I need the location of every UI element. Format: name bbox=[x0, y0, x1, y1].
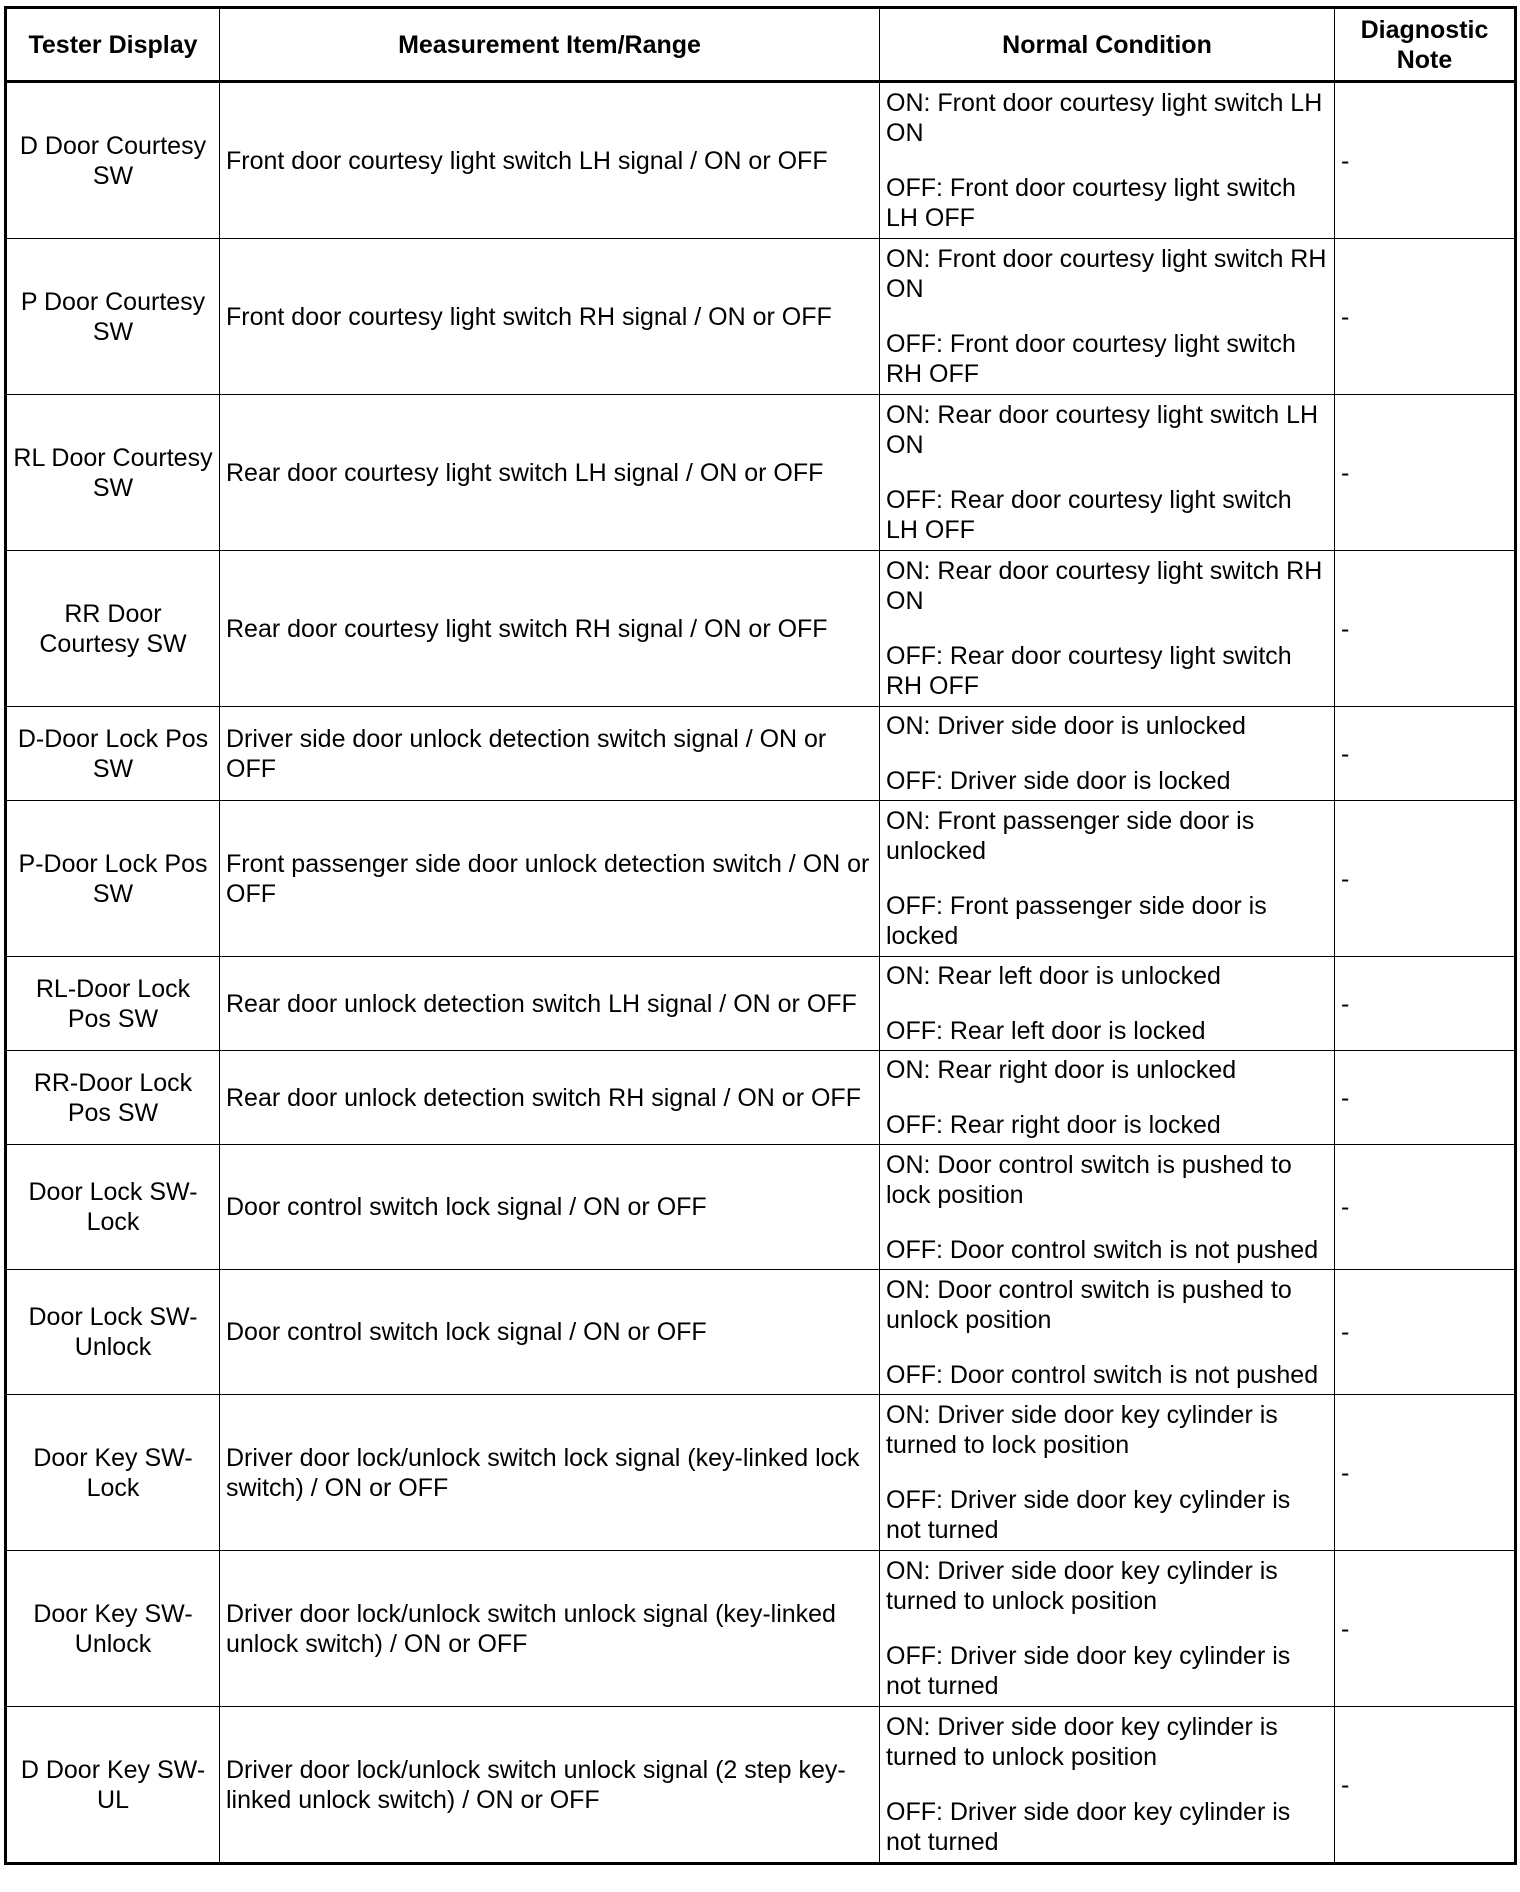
measurement-cell: Rear door courtesy light switch RH signal / ON or OFF bbox=[220, 551, 880, 707]
tester-display-cell: RR Door Courtesy SW bbox=[6, 551, 220, 707]
measurement-cell: Driver side door unlock detection switch signal / ON or OFF bbox=[220, 707, 880, 801]
condition-on: ON: Driver side door is unlocked bbox=[886, 712, 1246, 740]
tester-display-cell: D Door Courtesy SW bbox=[6, 82, 220, 239]
table-row bbox=[6, 1145, 1516, 1270]
measurement-cell: Front passenger side door unlock detection switch / ON or OFF bbox=[220, 801, 880, 957]
normal-condition-cell bbox=[880, 1145, 1335, 1270]
table-row bbox=[6, 801, 1516, 957]
table-row bbox=[6, 707, 1516, 801]
condition-on: ON: Front door courtesy light switch RH ON bbox=[886, 245, 1327, 303]
table-row bbox=[6, 551, 1516, 707]
measurement-cell: Front door courtesy light switch RH signal / ON or OFF bbox=[220, 239, 880, 395]
condition-off: OFF: Rear door courtesy light switch LH OFF bbox=[886, 486, 1292, 544]
condition-on: ON: Rear left door is unlocked bbox=[886, 962, 1221, 990]
header-measurement-item: Measurement Item/Range bbox=[220, 8, 880, 82]
measurement-cell: Door control switch lock signal / ON or OFF bbox=[220, 1270, 880, 1395]
measurement-cell: Front door courtesy light switch LH signal / ON or OFF bbox=[220, 82, 880, 239]
table-body bbox=[6, 82, 1516, 1864]
condition-on: ON: Door control switch is pushed to unlock position bbox=[886, 1275, 1292, 1334]
tester-display-cell: D Door Key SW-UL bbox=[6, 1707, 220, 1864]
measurement-cell: Rear door unlock detection switch RH signal / ON or OFF bbox=[220, 1051, 880, 1145]
condition-off: OFF: Driver side door key cylinder is not turned bbox=[886, 1486, 1291, 1544]
diagnostic-note-cell: - bbox=[1335, 1551, 1516, 1707]
normal-condition-cell bbox=[880, 1551, 1335, 1707]
normal-condition-cell bbox=[880, 395, 1335, 551]
normal-condition-cell bbox=[880, 82, 1335, 239]
diagnostic-note-cell: - bbox=[1335, 1145, 1516, 1270]
diagnostic-note-cell: - bbox=[1335, 551, 1516, 707]
table-row bbox=[6, 1707, 1516, 1864]
tester-display-cell: RL Door Courtesy SW bbox=[6, 395, 220, 551]
diagnostic-note-cell: - bbox=[1335, 1270, 1516, 1395]
condition-on: ON: Rear door courtesy light switch LH ON bbox=[886, 401, 1319, 459]
normal-condition-cell bbox=[880, 551, 1335, 707]
diagnostic-note-cell: - bbox=[1335, 82, 1516, 239]
normal-condition-cell bbox=[880, 1395, 1335, 1551]
condition-off: OFF: Driver side door key cylinder is not turned bbox=[886, 1642, 1291, 1700]
normal-condition-cell bbox=[880, 707, 1335, 801]
tester-display-cell: D-Door Lock Pos SW bbox=[6, 707, 220, 801]
condition-off: OFF: Rear right door is locked bbox=[886, 1111, 1221, 1139]
condition-off: OFF: Front passenger side door is locked bbox=[886, 892, 1267, 950]
condition-on: ON: Front door courtesy light switch LH ON bbox=[886, 89, 1323, 147]
condition-off: OFF: Driver side door key cylinder is not turned bbox=[886, 1798, 1291, 1856]
table-header bbox=[6, 8, 1516, 82]
diagnostic-note-cell: - bbox=[1335, 801, 1516, 957]
header-tester-display: Tester Display bbox=[6, 8, 220, 82]
tester-display-cell: P-Door Lock Pos SW bbox=[6, 801, 220, 957]
condition-on: ON: Rear right door is unlocked bbox=[886, 1056, 1237, 1084]
header-row bbox=[6, 8, 1516, 82]
tester-display-cell: Door Lock SW-Lock bbox=[6, 1145, 220, 1270]
header-diagnostic-note: Diagnostic Note bbox=[1335, 8, 1516, 82]
measurement-cell: Door control switch lock signal / ON or OFF bbox=[220, 1145, 880, 1270]
table-row bbox=[6, 1551, 1516, 1707]
measurement-cell: Driver door lock/unlock switch unlock signal (key-linked unlock switch) / ON or OFF bbox=[220, 1551, 880, 1707]
condition-off: OFF: Door control switch is not pushed bbox=[886, 1235, 1319, 1264]
condition-on: ON: Driver side door key cylinder is turned to lock position bbox=[886, 1401, 1278, 1459]
measurement-cell: Driver door lock/unlock switch lock signal (key-linked lock switch) / ON or OFF bbox=[220, 1395, 880, 1551]
normal-condition-cell bbox=[880, 1270, 1335, 1395]
table-row bbox=[6, 1395, 1516, 1551]
condition-off: OFF: Front door courtesy light switch LH OFF bbox=[886, 174, 1296, 232]
condition-off: OFF: Rear door courtesy light switch RH OFF bbox=[886, 642, 1292, 700]
diagnostic-note-cell: - bbox=[1335, 957, 1516, 1051]
condition-off: OFF: Rear left door is locked bbox=[886, 1017, 1206, 1045]
diagnostic-note-cell: - bbox=[1335, 707, 1516, 801]
condition-on: ON: Front passenger side door is unlocked bbox=[886, 807, 1255, 865]
table-row bbox=[6, 1051, 1516, 1145]
normal-condition-cell bbox=[880, 239, 1335, 395]
measurement-cell: Driver door lock/unlock switch unlock signal (2 step key-linked unlock switch) / ON or OFF bbox=[220, 1707, 880, 1864]
normal-condition-cell bbox=[880, 801, 1335, 957]
table-row bbox=[6, 1270, 1516, 1395]
tester-display-cell: Door Lock SW-Unlock bbox=[6, 1270, 220, 1395]
table-row bbox=[6, 239, 1516, 395]
measurement-cell: Rear door unlock detection switch LH signal / ON or OFF bbox=[220, 957, 880, 1051]
tester-display-cell: Door Key SW-Unlock bbox=[6, 1551, 220, 1707]
condition-on: ON: Rear door courtesy light switch RH ON bbox=[886, 557, 1323, 615]
data-list-table bbox=[4, 6, 1517, 1865]
table-row bbox=[6, 957, 1516, 1051]
normal-condition-cell bbox=[880, 1051, 1335, 1145]
normal-condition-cell bbox=[880, 957, 1335, 1051]
normal-condition-cell bbox=[880, 1707, 1335, 1864]
condition-on: ON: Door control switch is pushed to lock position bbox=[886, 1150, 1292, 1209]
tester-display-cell: RR-Door Lock Pos SW bbox=[6, 1051, 220, 1145]
condition-off: OFF: Front door courtesy light switch RH OFF bbox=[886, 330, 1296, 388]
header-normal-condition: Normal Condition bbox=[880, 8, 1335, 82]
table-row bbox=[6, 395, 1516, 551]
condition-off: OFF: Driver side door is locked bbox=[886, 767, 1231, 795]
tester-display-cell: P Door Courtesy SW bbox=[6, 239, 220, 395]
diagnostic-note-cell: - bbox=[1335, 1707, 1516, 1864]
diagnostic-note-cell: - bbox=[1335, 239, 1516, 395]
condition-on: ON: Driver side door key cylinder is turned to unlock position bbox=[886, 1713, 1278, 1771]
diagnostic-note-cell: - bbox=[1335, 1051, 1516, 1145]
condition-on: ON: Driver side door key cylinder is turned to unlock position bbox=[886, 1557, 1278, 1615]
tester-display-cell: Door Key SW-Lock bbox=[6, 1395, 220, 1551]
diagnostic-note-cell: - bbox=[1335, 1395, 1516, 1551]
measurement-cell: Rear door courtesy light switch LH signal / ON or OFF bbox=[220, 395, 880, 551]
tester-display-cell: RL-Door Lock Pos SW bbox=[6, 957, 220, 1051]
table-row bbox=[6, 82, 1516, 239]
condition-off: OFF: Door control switch is not pushed bbox=[886, 1360, 1319, 1389]
diagnostic-note-cell: - bbox=[1335, 395, 1516, 551]
